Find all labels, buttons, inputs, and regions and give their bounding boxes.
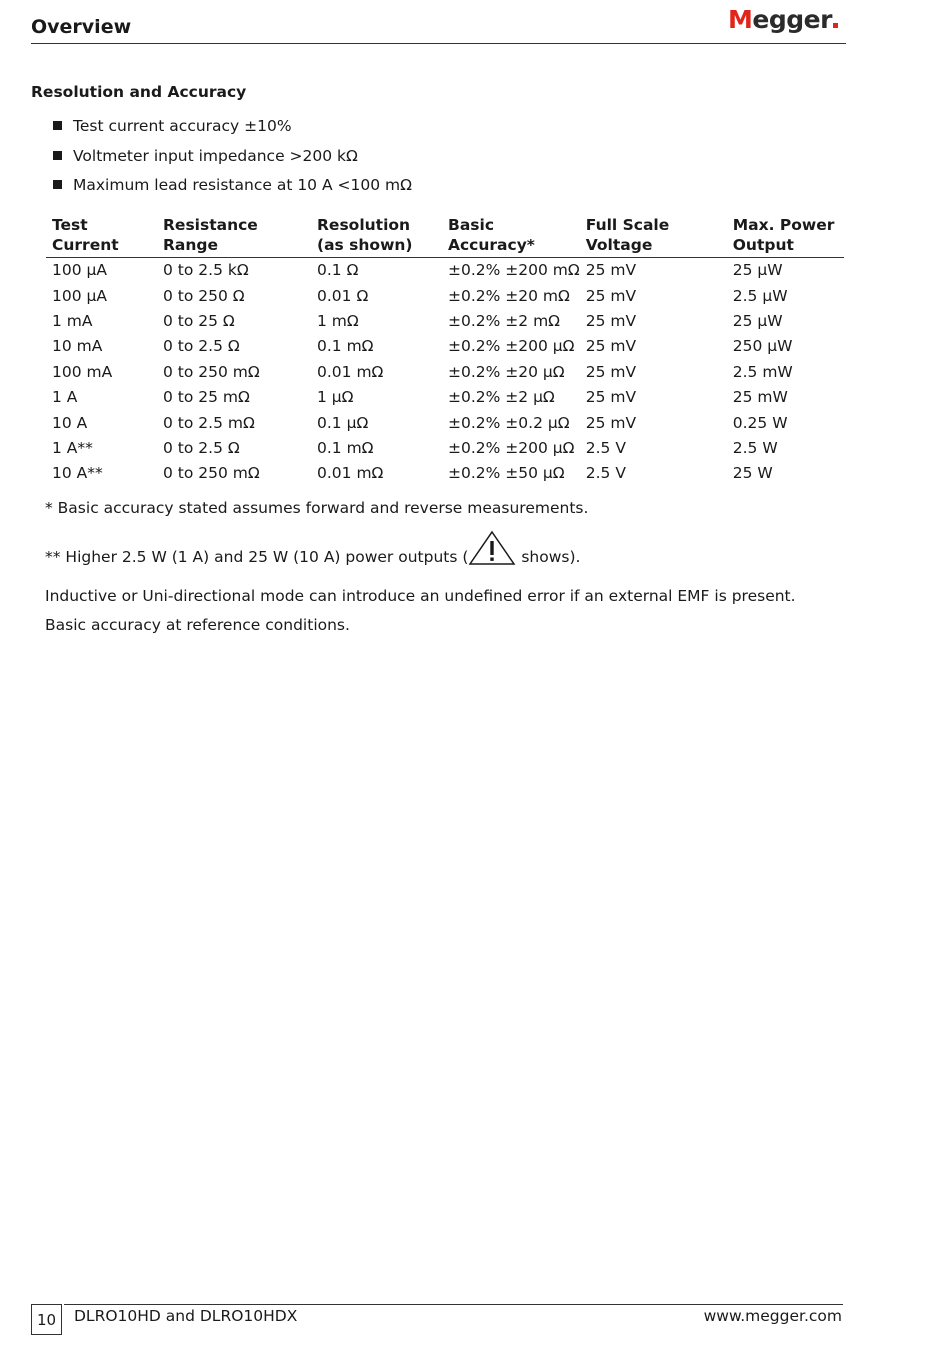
footer-document-title: DLRO10HD and DLRO10HDX	[74, 1307, 298, 1325]
footer-website: www.megger.com	[703, 1307, 842, 1325]
logo-dot	[833, 23, 838, 28]
bullet-item: Maximum lead resistance at 10 A <100 mΩ	[52, 175, 412, 205]
table-row: 10 A** 0 to 250 mΩ 0.01 mΩ ±0.2% ±50 µΩ 2.5 V 25 W	[52, 464, 773, 483]
table-row: 10 A 0 to 2.5 mΩ 0.1 µΩ ±0.2% ±0.2 µΩ 25 mV 0.25 W	[52, 413, 788, 432]
note-inductive-mode: Inductive or Uni-directional mode can introduce an undefined error if an external EMF is present.	[45, 587, 796, 605]
note-power-outputs: ** Higher 2.5 W (1 A) and 25 W (10 A) power outputs ( shows).	[45, 530, 580, 566]
megger-logo	[728, 5, 838, 35]
footer-divider	[64, 1304, 843, 1305]
bullet-square-icon	[53, 121, 62, 130]
logo-first-letter: M	[728, 5, 753, 34]
page-section-title: Overview	[31, 16, 132, 38]
table-row: 100 mA 0 to 250 mΩ 0.01 mΩ ±0.2% ±20 µΩ 25 mV 2.5 mW	[52, 362, 793, 381]
table-row: 1 A 0 to 25 mΩ 1 µΩ ±0.2% ±2 µΩ 25 mV 25 mW	[52, 388, 788, 407]
table-row: 10 mA 0 to 2.5 Ω 0.1 mΩ ±0.2% ±200 µΩ 25 mV 250 µW	[52, 337, 793, 356]
table-row: 1 A** 0 to 2.5 Ω 0.1 mΩ ±0.2% ±200 µΩ 2.5 V 2.5 W	[52, 438, 778, 457]
bullet-square-icon	[53, 151, 62, 160]
note-reference-conditions: Basic accuracy at reference conditions.	[45, 616, 350, 634]
bullet-item: Voltmeter input impedance >200 kΩ	[52, 146, 412, 176]
logo-rest: egger	[752, 5, 832, 34]
section-heading: Resolution and Accuracy	[31, 83, 247, 101]
header-basic-accuracy: Basic Accuracy*	[442, 215, 580, 258]
warning-triangle-icon	[468, 530, 516, 566]
bullet-item: Test current accuracy ±10%	[52, 116, 412, 146]
header-divider	[31, 43, 846, 44]
table-header-row	[46, 215, 844, 258]
header-resistance-range: Resistance Range	[157, 215, 311, 258]
note-basic-accuracy: * Basic accuracy stated assumes forward and reverse measurements.	[45, 499, 589, 517]
bullet-square-icon	[53, 180, 62, 189]
header-test-current: Test Current	[46, 215, 157, 258]
table-row: 100 µA 0 to 250 Ω 0.01 Ω ±0.2% ±20 mΩ 25 mV 2.5 µW	[52, 286, 788, 305]
resolution-accuracy-table	[46, 215, 844, 487]
table-row: 100 µA 0 to 2.5 kΩ 0.1 Ω ±0.2% ±200 mΩ 25 mV 25 µW	[52, 261, 783, 280]
spec-bullet-list	[52, 116, 412, 205]
page-number: 10	[31, 1304, 62, 1335]
header-full-scale-voltage: Full Scale Voltage	[580, 215, 727, 258]
header-max-power-output: Max. Power Output	[727, 215, 844, 258]
table-row: 1 mA 0 to 25 Ω 1 mΩ ±0.2% ±2 mΩ 25 mV 25 µW	[52, 311, 783, 330]
header-resolution: Resolution (as shown)	[311, 215, 442, 258]
